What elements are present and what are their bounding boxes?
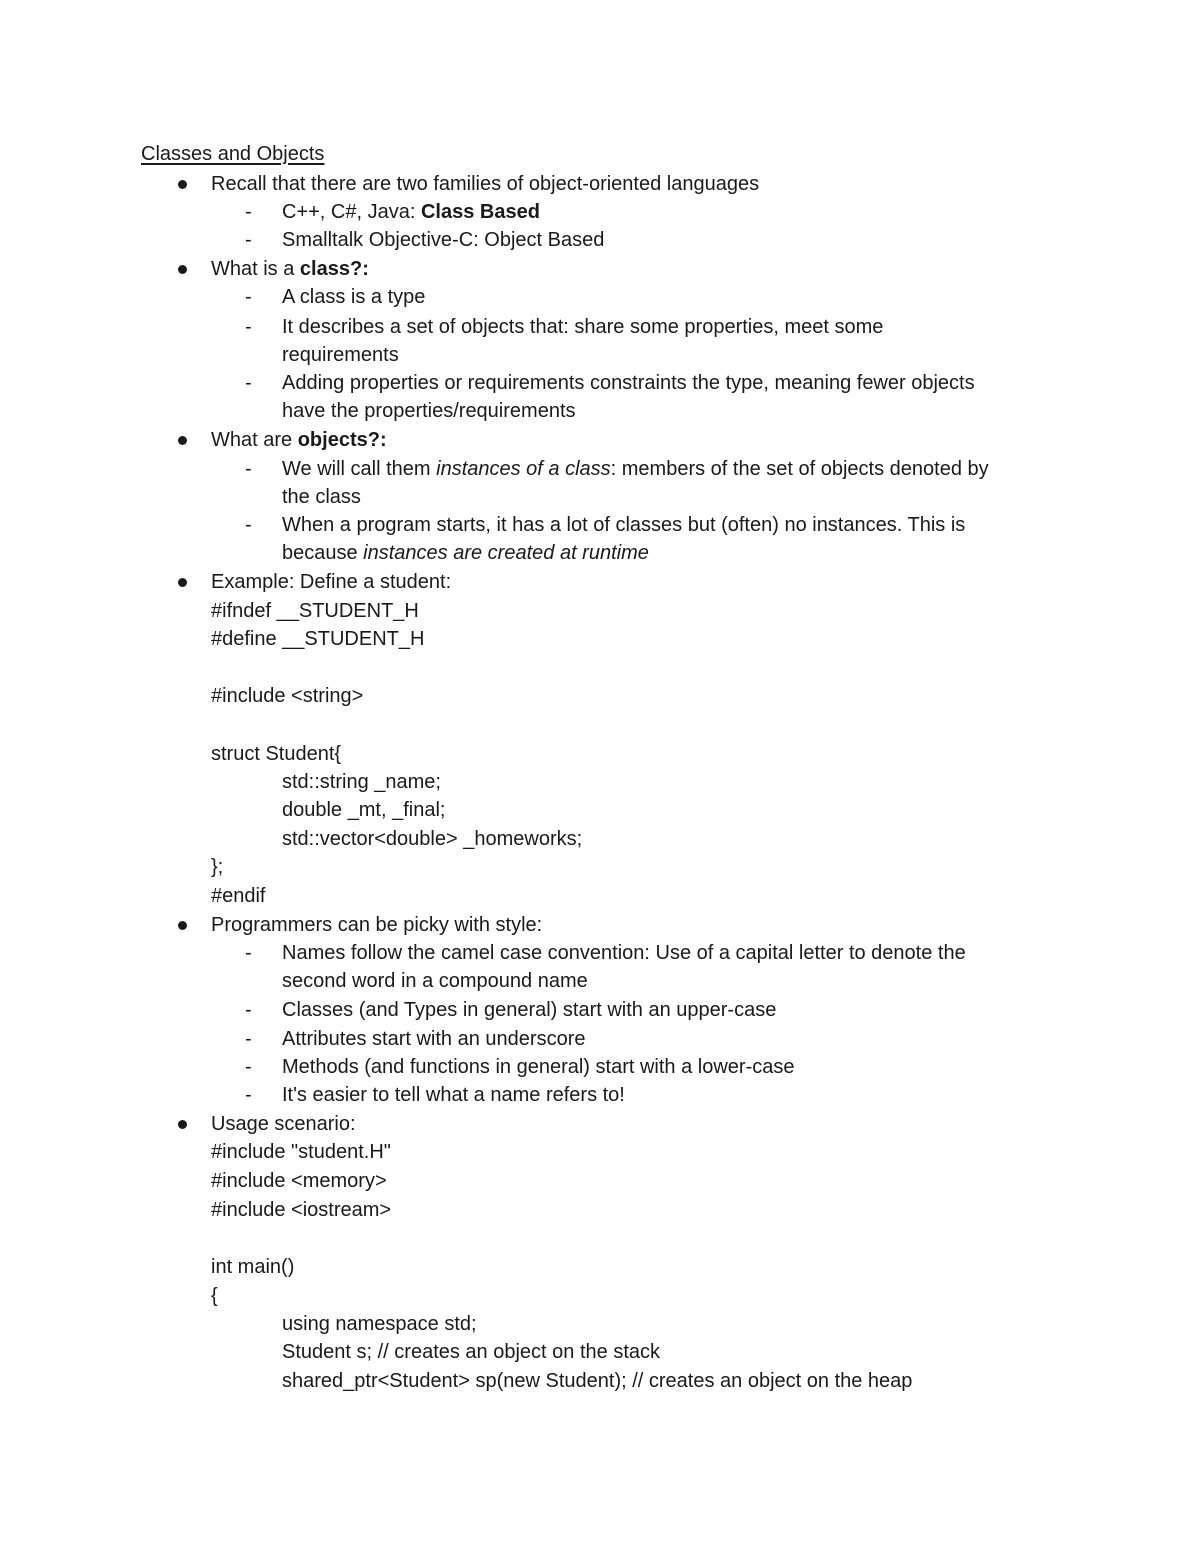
sub-item-text: We will call them	[282, 458, 437, 480]
sub-item-object-based: Smalltalk Objective-C: Object Based	[282, 229, 605, 251]
code-line: };	[211, 856, 224, 878]
bullet-icon	[178, 921, 187, 930]
sub-item-class-based	[282, 198, 540, 226]
bullet-text: What is a	[211, 258, 300, 280]
code-line: #ifndef __STUDENT_H	[211, 600, 419, 622]
bold-text: class?:	[299, 258, 369, 280]
code-line: #include "student.H"	[211, 1141, 391, 1163]
bullet-usage: Usage scenario:	[211, 1113, 356, 1135]
dash-icon: -	[245, 372, 252, 394]
dash-icon: -	[245, 201, 252, 223]
sub-item-text: C++, C#, Java:	[282, 201, 421, 223]
sub-item-text: because	[282, 542, 364, 564]
bullet-icon	[178, 1120, 187, 1129]
dash-icon: -	[245, 942, 252, 964]
code-line: std::string _name;	[282, 771, 441, 793]
italic-text: instances are created at runtime	[363, 542, 649, 564]
sub-item: Names follow the camel case convention: Use of a capital letter to denote the	[282, 942, 966, 964]
italic-text: instances of a class	[436, 458, 611, 480]
sub-item: Attributes start with an underscore	[282, 1028, 586, 1050]
bullet-style: Programmers can be picky with style:	[211, 914, 543, 936]
sub-item-continuation: second word in a compound name	[282, 970, 588, 992]
sub-item: When a program starts, it has a lot of classes but (often) no instances. This is	[282, 514, 966, 536]
bullet-what-are-objects	[211, 426, 387, 454]
code-line: shared_ptr<Student> sp(new Student); // creates an object on the heap	[282, 1370, 913, 1392]
dash-icon: -	[245, 458, 252, 480]
bullet-example: Example: Define a student:	[211, 571, 452, 593]
dash-icon: -	[245, 514, 252, 536]
code-line: #include <iostream>	[211, 1199, 392, 1221]
sub-item: A class is a type	[282, 286, 426, 308]
code-line: #include <string>	[211, 685, 364, 707]
sub-item-continuation: have the properties/requirements	[282, 400, 576, 422]
code-line: using namespace std;	[282, 1313, 477, 1335]
sub-item: Methods (and functions in general) start with a lower-case	[282, 1056, 795, 1078]
sub-item	[282, 455, 989, 483]
code-line: int main()	[211, 1256, 295, 1278]
code-line: {	[211, 1285, 218, 1307]
bullet-text: What are	[211, 429, 298, 451]
dash-icon: -	[245, 1028, 252, 1050]
dash-icon: -	[245, 229, 252, 251]
bullet-icon	[178, 265, 187, 274]
dash-icon: -	[245, 1084, 252, 1106]
bullet-icon	[178, 436, 187, 445]
sub-item-text: : members of the set of objects denoted by	[610, 458, 989, 480]
dash-icon: -	[245, 999, 252, 1021]
bullet-what-is-class	[211, 255, 369, 283]
sub-item: It's easier to tell what a name refers to!	[282, 1084, 625, 1106]
sub-item-continuation	[282, 539, 649, 567]
sub-item: Classes (and Types in general) start with an upper-case	[282, 999, 777, 1021]
code-line: double _mt, _final;	[282, 799, 446, 821]
dash-icon: -	[245, 316, 252, 338]
code-line: Student s; // creates an object on the stack	[282, 1341, 660, 1363]
code-line: struct Student{	[211, 743, 342, 765]
bold-text: objects?:	[297, 429, 387, 451]
sub-item-continuation: requirements	[282, 344, 399, 366]
bullet-icon	[178, 578, 187, 587]
bullet-recall: Recall that there are two families of object-oriented languages	[211, 173, 760, 195]
code-line: #endif	[211, 885, 266, 907]
bold-text: Class Based	[420, 201, 540, 223]
code-line: std::vector<double> _homeworks;	[282, 828, 583, 850]
page-title: Classes and Objects	[141, 143, 325, 165]
sub-item: It describes a set of objects that: share some properties, meet some	[282, 316, 884, 338]
code-line: #include <memory>	[211, 1170, 387, 1192]
sub-item: Adding properties or requirements constraints the type, meaning fewer objects	[282, 372, 975, 394]
dash-icon: -	[245, 286, 252, 308]
dash-icon: -	[245, 1056, 252, 1078]
sub-item-continuation: the class	[282, 486, 361, 508]
bullet-icon	[178, 180, 187, 189]
code-line: #define __STUDENT_H	[211, 628, 425, 650]
